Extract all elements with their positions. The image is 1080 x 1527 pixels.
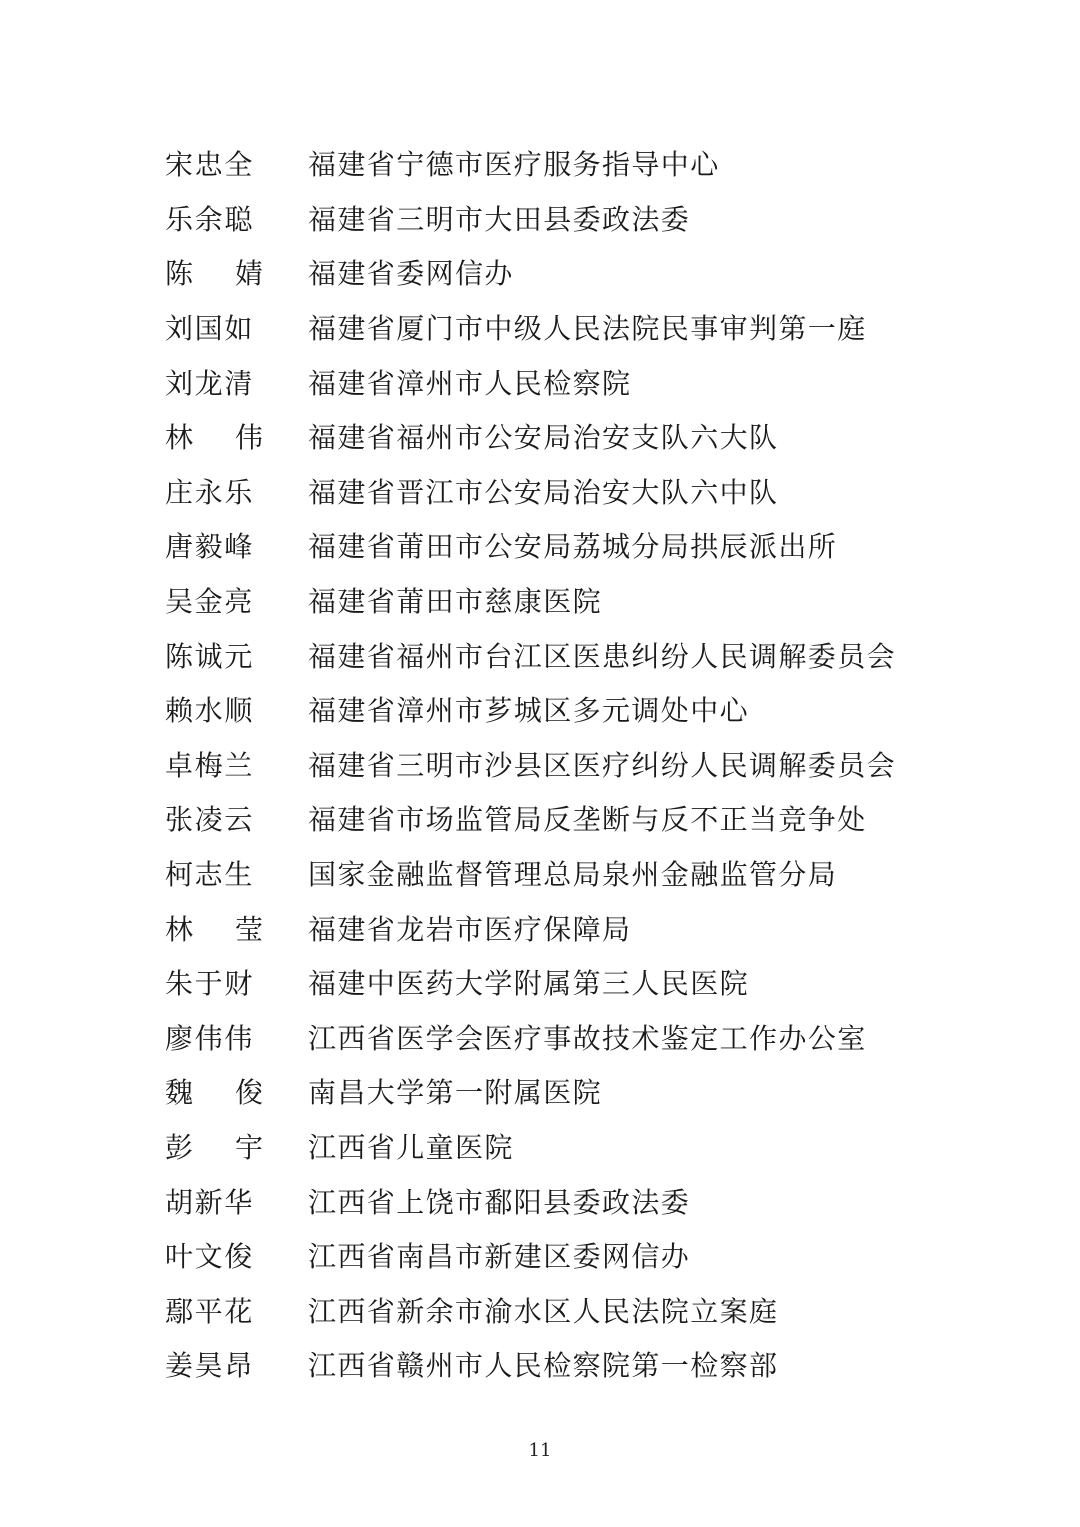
- list-item: [165, 300, 925, 355]
- list-item: [165, 354, 925, 409]
- list-item: [165, 464, 925, 519]
- work-unit: 福建省委网信办: [308, 257, 514, 291]
- work-unit: 福建省晋江市公安局治安大队六中队: [308, 475, 779, 509]
- work-unit: 南昌大学第一附属医院: [308, 1076, 603, 1110]
- work-unit: 江西省赣州市人民检察院第一检察部: [308, 1349, 779, 1383]
- person-name: 刘国如: [165, 312, 255, 346]
- list-item: [165, 573, 925, 628]
- list-item: [165, 191, 925, 246]
- work-unit: 福建省厦门市中级人民法院民事审判第一庭: [308, 312, 867, 346]
- person-name: 宋忠全: [165, 148, 255, 182]
- list-item: [165, 737, 925, 792]
- person-name: 胡新华: [165, 1185, 255, 1219]
- work-unit: 福建省福州市公安局治安支队六大队: [308, 421, 779, 455]
- work-unit: 福建省莆田市公安局荔城分局拱辰派出所: [308, 530, 838, 564]
- person-name: 林 伟: [165, 421, 264, 455]
- work-unit: 福建省漳州市芗城区多元调处中心: [308, 694, 750, 728]
- person-name: 姜昊昂: [165, 1349, 255, 1383]
- list-item: [165, 136, 925, 191]
- person-name: 林 莹: [165, 912, 264, 946]
- work-unit: 福建省龙岩市医疗保障局: [308, 912, 632, 946]
- person-name: 乐余聪: [165, 202, 255, 236]
- work-unit: 福建中医药大学附属第三人民医院: [308, 967, 750, 1001]
- list-item: [165, 1337, 925, 1392]
- page-number: 11: [528, 1440, 552, 1461]
- list-item: [165, 627, 925, 682]
- list-item: [165, 791, 925, 846]
- person-name: 柯志生: [165, 858, 255, 892]
- list-item: [165, 1010, 925, 1065]
- work-unit: 福建省莆田市慈康医院: [308, 585, 603, 619]
- name-list: [165, 136, 925, 1392]
- person-name: 张凌云: [165, 803, 255, 837]
- work-unit: 江西省南昌市新建区委网信办: [308, 1240, 691, 1274]
- work-unit: 福建省市场监管局反垄断与反不正当竞争处: [308, 803, 867, 837]
- work-unit: 福建省三明市大田县委政法委: [308, 202, 691, 236]
- list-item: [165, 1119, 925, 1174]
- person-name: 廖伟伟: [165, 1021, 255, 1055]
- person-name: 彭 宇: [165, 1130, 264, 1164]
- work-unit: 福建省漳州市人民检察院: [308, 366, 632, 400]
- person-name: 魏 俊: [165, 1076, 264, 1110]
- person-name: 吴金亮: [165, 585, 255, 619]
- work-unit: 福建省福州市台江区医患纠纷人民调解委员会: [308, 639, 897, 673]
- list-item: [165, 1228, 925, 1283]
- person-name: 鄢平花: [165, 1294, 255, 1328]
- person-name: 唐毅峰: [165, 530, 255, 564]
- person-name: 叶文俊: [165, 1240, 255, 1274]
- work-unit: 江西省医学会医疗事故技术鉴定工作办公室: [308, 1021, 867, 1055]
- work-unit: 江西省儿童医院: [308, 1130, 514, 1164]
- person-name: 刘龙清: [165, 366, 255, 400]
- list-item: [165, 846, 925, 901]
- list-item: [165, 900, 925, 955]
- work-unit: 福建省宁德市医疗服务指导中心: [308, 148, 720, 182]
- list-item: [165, 682, 925, 737]
- person-name: 赖水顺: [165, 694, 255, 728]
- list-item: [165, 409, 925, 464]
- person-name: 卓梅兰: [165, 748, 255, 782]
- person-name: 庄永乐: [165, 475, 255, 509]
- work-unit: 福建省三明市沙县区医疗纠纷人民调解委员会: [308, 748, 897, 782]
- list-item: [165, 518, 925, 573]
- work-unit: 国家金融监督管理总局泉州金融监管分局: [308, 858, 838, 892]
- person-name: 朱于财: [165, 967, 255, 1001]
- list-item: [165, 245, 925, 300]
- list-item: [165, 1173, 925, 1228]
- person-name: 陈诚元: [165, 639, 255, 673]
- list-item: [165, 1064, 925, 1119]
- person-name: 陈 婧: [165, 257, 264, 291]
- list-item: [165, 1282, 925, 1337]
- work-unit: 江西省新余市渝水区人民法院立案庭: [308, 1294, 779, 1328]
- work-unit: 江西省上饶市鄱阳县委政法委: [308, 1185, 691, 1219]
- list-item: [165, 955, 925, 1010]
